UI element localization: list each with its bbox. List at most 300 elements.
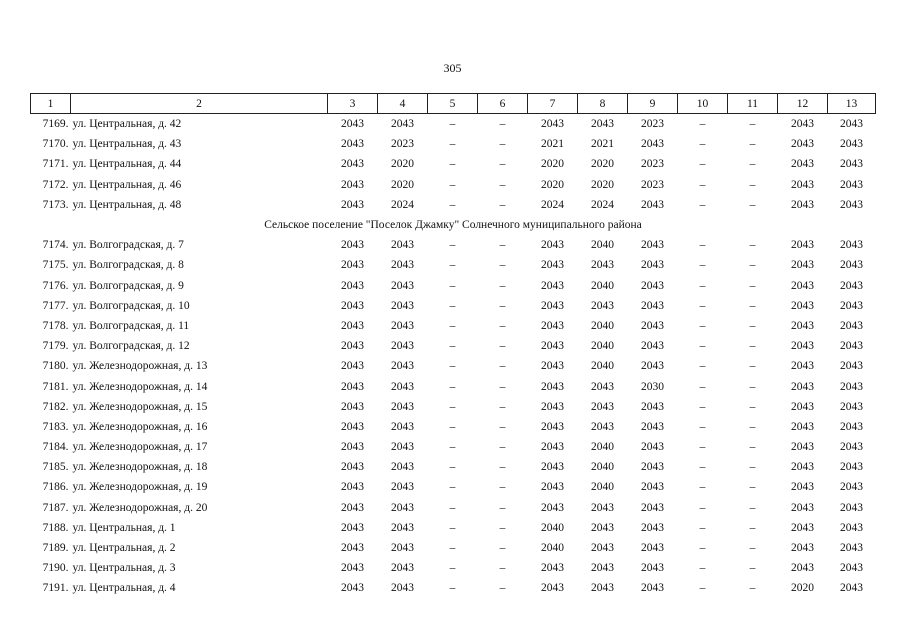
year-cell-col-3: 2043	[341, 299, 364, 312]
year-cell-col-6: –	[499, 542, 506, 555]
year-cell-col-10: –	[699, 340, 706, 353]
table-row	[31, 457, 876, 477]
year-cell-col-10: –	[699, 582, 706, 595]
year-cell-col-12: 2043	[791, 360, 814, 373]
year-cell-col-12: 2043	[791, 259, 814, 272]
address-cell: ул. Волгоградская, д. 11	[72, 319, 190, 332]
year-cell-col-7: 2043	[541, 279, 564, 292]
table-row	[31, 437, 876, 457]
year-cell-col-10: –	[699, 542, 706, 555]
year-cell-col-8: 2024	[591, 198, 614, 211]
year-cell-col-9: 2043	[641, 461, 664, 474]
year-cell-col-9: 2043	[641, 340, 664, 353]
year-cell-col-10: –	[699, 380, 706, 393]
year-cell-col-12: 2043	[791, 420, 814, 433]
address-cell: ул. Железнодорожная, д. 19	[72, 481, 208, 494]
table-row	[31, 195, 876, 215]
year-cell-col-9: 2043	[641, 562, 664, 575]
year-cell-col-4: 2043	[391, 400, 414, 413]
year-cell-col-9: 2043	[641, 259, 664, 272]
year-cell-col-7: 2043	[541, 582, 564, 595]
row-number: 7189.	[42, 542, 69, 555]
year-cell-col-7: 2043	[541, 461, 564, 474]
year-cell-col-13: 2043	[840, 158, 863, 171]
year-cell-col-5: –	[449, 582, 456, 595]
year-cell-col-13: 2043	[840, 279, 863, 292]
year-cell-col-5: –	[449, 420, 456, 433]
year-cell-col-9: 2023	[641, 178, 664, 191]
year-cell-col-12: 2043	[791, 521, 814, 534]
row-number: 7178.	[42, 319, 69, 332]
address-cell: ул. Центральная, д. 4	[72, 582, 176, 595]
year-cell-col-11: –	[749, 501, 756, 514]
year-cell-col-12: 2043	[791, 279, 814, 292]
year-cell-col-11: –	[749, 279, 756, 292]
row-number: 7186.	[42, 481, 69, 494]
table-row	[31, 255, 876, 275]
address-cell: ул. Волгоградская, д. 7	[72, 239, 184, 252]
column-header: 5	[428, 94, 478, 114]
year-cell-col-13: 2043	[840, 542, 863, 555]
year-cell-col-3: 2043	[341, 340, 364, 353]
year-cell-col-6: –	[499, 562, 506, 575]
year-cell-col-12: 2043	[791, 542, 814, 555]
year-cell-col-3: 2043	[341, 521, 364, 534]
row-number: 7183.	[42, 420, 69, 433]
year-cell-col-6: –	[499, 400, 506, 413]
address-cell: ул. Центральная, д. 48	[72, 198, 182, 211]
year-cell-col-5: –	[449, 319, 456, 332]
column-header: 9	[628, 94, 678, 114]
table-row	[31, 578, 876, 598]
year-cell-col-11: –	[749, 239, 756, 252]
year-cell-col-3: 2043	[341, 461, 364, 474]
year-cell-col-7: 2043	[541, 340, 564, 353]
table-row	[31, 477, 876, 497]
year-cell-col-13: 2043	[840, 360, 863, 373]
year-cell-col-6: –	[499, 319, 506, 332]
table-row	[31, 356, 876, 376]
year-cell-col-9: 2043	[641, 481, 664, 494]
table-row	[31, 296, 876, 316]
table-row	[31, 558, 876, 578]
year-cell-col-8: 2040	[591, 360, 614, 373]
year-cell-col-13: 2043	[840, 138, 863, 151]
year-cell-col-10: –	[699, 158, 706, 171]
year-cell-col-13: 2043	[840, 259, 863, 272]
year-cell-col-6: –	[499, 380, 506, 393]
address-cell: ул. Железнодорожная, д. 13	[72, 360, 208, 373]
table-row	[31, 376, 876, 396]
address-cell: ул. Центральная, д. 1	[72, 521, 176, 534]
year-cell-col-5: –	[449, 239, 456, 252]
year-cell-col-6: –	[499, 299, 506, 312]
year-cell-col-3: 2043	[341, 279, 364, 292]
year-cell-col-3: 2043	[341, 481, 364, 494]
column-header: 11	[728, 94, 778, 114]
year-cell-col-4: 2043	[391, 380, 414, 393]
year-cell-col-11: –	[749, 542, 756, 555]
column-header: 2	[71, 94, 328, 114]
address-cell: ул. Волгоградская, д. 10	[72, 299, 190, 312]
year-cell-col-6: –	[499, 461, 506, 474]
row-number: 7182.	[42, 400, 69, 413]
page-number: 305	[443, 61, 462, 75]
row-number: 7176.	[42, 279, 69, 292]
year-cell-col-11: –	[749, 461, 756, 474]
year-cell-col-10: –	[699, 178, 706, 191]
year-cell-col-3: 2043	[341, 178, 364, 191]
table-row	[31, 397, 876, 417]
section-heading: Сельское поселение "Поселок Джамку" Солнечного муниципального района	[264, 219, 642, 232]
table-row	[31, 417, 876, 437]
year-cell-col-11: –	[749, 400, 756, 413]
year-cell-col-4: 2043	[391, 542, 414, 555]
row-number: 7169.	[42, 118, 69, 131]
year-cell-col-4: 2043	[391, 239, 414, 252]
year-cell-col-4: 2043	[391, 582, 414, 595]
year-cell-col-13: 2043	[840, 461, 863, 474]
year-cell-col-11: –	[749, 562, 756, 575]
year-cell-col-5: –	[449, 118, 456, 131]
year-cell-col-6: –	[499, 501, 506, 514]
year-cell-col-13: 2043	[840, 562, 863, 575]
year-cell-col-5: –	[449, 441, 456, 454]
year-cell-col-13: 2043	[840, 319, 863, 332]
year-cell-col-10: –	[699, 400, 706, 413]
year-cell-col-4: 2023	[391, 138, 414, 151]
year-cell-col-6: –	[499, 138, 506, 151]
table-row	[31, 276, 876, 296]
column-header: 3	[328, 94, 378, 114]
row-number: 7181.	[42, 380, 69, 393]
year-cell-col-9: 2043	[641, 239, 664, 252]
column-header: 13	[828, 94, 876, 114]
column-header: 6	[478, 94, 528, 114]
year-cell-col-8: 2043	[591, 521, 614, 534]
year-cell-col-4: 2020	[391, 178, 414, 191]
year-cell-col-10: –	[699, 299, 706, 312]
year-cell-col-7: 2043	[541, 319, 564, 332]
year-cell-col-9: 2043	[641, 521, 664, 534]
year-cell-col-6: –	[499, 279, 506, 292]
address-cell: ул. Центральная, д. 42	[72, 118, 182, 131]
year-cell-col-11: –	[749, 521, 756, 534]
address-cell: ул. Волгоградская, д. 9	[72, 279, 184, 292]
row-number: 7172.	[42, 178, 69, 191]
year-cell-col-4: 2043	[391, 259, 414, 272]
row-number: 7191.	[42, 582, 69, 595]
year-cell-col-11: –	[749, 259, 756, 272]
column-header: 8	[578, 94, 628, 114]
year-cell-col-5: –	[449, 360, 456, 373]
year-cell-col-9: 2043	[641, 360, 664, 373]
year-cell-col-9: 2043	[641, 138, 664, 151]
year-cell-col-9: 2023	[641, 118, 664, 131]
year-cell-col-11: –	[749, 481, 756, 494]
year-cell-col-7: 2021	[541, 138, 564, 151]
year-cell-col-11: –	[749, 138, 756, 151]
year-cell-col-3: 2043	[341, 501, 364, 514]
year-cell-col-5: –	[449, 138, 456, 151]
row-number: 7184.	[42, 441, 69, 454]
year-cell-col-12: 2020	[791, 582, 814, 595]
year-cell-col-5: –	[449, 279, 456, 292]
table-row	[31, 114, 876, 135]
year-cell-col-4: 2043	[391, 340, 414, 353]
year-cell-col-8: 2043	[591, 400, 614, 413]
year-cell-col-10: –	[699, 481, 706, 494]
year-cell-col-9: 2023	[641, 158, 664, 171]
address-cell: ул. Железнодорожная, д. 15	[72, 400, 208, 413]
year-cell-col-7: 2043	[541, 562, 564, 575]
row-number: 7190.	[42, 562, 69, 575]
year-cell-col-11: –	[749, 299, 756, 312]
year-cell-col-7: 2043	[541, 259, 564, 272]
year-cell-col-4: 2043	[391, 319, 414, 332]
address-cell: ул. Железнодорожная, д. 14	[72, 380, 208, 393]
year-cell-col-6: –	[499, 178, 506, 191]
year-cell-col-8: 2043	[591, 501, 614, 514]
year-cell-col-3: 2043	[341, 562, 364, 575]
year-cell-col-6: –	[499, 118, 506, 131]
row-number: 7179.	[42, 340, 69, 353]
year-cell-col-6: –	[499, 521, 506, 534]
column-header: 4	[378, 94, 428, 114]
year-cell-col-9: 2043	[641, 501, 664, 514]
row-number: 7173.	[42, 198, 69, 211]
year-cell-col-4: 2043	[391, 299, 414, 312]
year-cell-col-4: 2043	[391, 360, 414, 373]
row-number: 7177.	[42, 299, 69, 312]
year-cell-col-12: 2043	[791, 340, 814, 353]
year-cell-col-6: –	[499, 239, 506, 252]
year-cell-col-5: –	[449, 562, 456, 575]
register-table	[30, 93, 876, 599]
year-cell-col-10: –	[699, 562, 706, 575]
year-cell-col-8: 2020	[591, 178, 614, 191]
year-cell-col-8: 2043	[591, 118, 614, 131]
year-cell-col-13: 2043	[840, 420, 863, 433]
year-cell-col-7: 2043	[541, 420, 564, 433]
year-cell-col-11: –	[749, 340, 756, 353]
address-cell: ул. Центральная, д. 2	[72, 542, 176, 555]
year-cell-col-12: 2043	[791, 138, 814, 151]
year-cell-col-5: –	[449, 178, 456, 191]
year-cell-col-5: –	[449, 340, 456, 353]
year-cell-col-8: 2043	[591, 562, 614, 575]
year-cell-col-11: –	[749, 158, 756, 171]
table-body	[31, 114, 876, 599]
year-cell-col-8: 2040	[591, 319, 614, 332]
year-cell-col-5: –	[449, 380, 456, 393]
year-cell-col-9: 2043	[641, 299, 664, 312]
year-cell-col-7: 2043	[541, 481, 564, 494]
table-row	[31, 154, 876, 174]
year-cell-col-11: –	[749, 360, 756, 373]
year-cell-col-12: 2043	[791, 400, 814, 413]
year-cell-col-8: 2040	[591, 279, 614, 292]
year-cell-col-13: 2043	[840, 380, 863, 393]
year-cell-col-4: 2043	[391, 441, 414, 454]
year-cell-col-4: 2024	[391, 198, 414, 211]
year-cell-col-5: –	[449, 521, 456, 534]
year-cell-col-12: 2043	[791, 178, 814, 191]
year-cell-col-5: –	[449, 542, 456, 555]
year-cell-col-6: –	[499, 481, 506, 494]
year-cell-col-10: –	[699, 198, 706, 211]
row-number: 7187.	[42, 501, 69, 514]
year-cell-col-11: –	[749, 118, 756, 131]
year-cell-col-8: 2040	[591, 239, 614, 252]
year-cell-col-4: 2043	[391, 461, 414, 474]
year-cell-col-3: 2043	[341, 118, 364, 131]
year-cell-col-6: –	[499, 441, 506, 454]
year-cell-col-5: –	[449, 158, 456, 171]
table-row	[31, 175, 876, 195]
column-header: 7	[528, 94, 578, 114]
year-cell-col-3: 2043	[341, 138, 364, 151]
year-cell-col-6: –	[499, 259, 506, 272]
year-cell-col-4: 2043	[391, 279, 414, 292]
year-cell-col-6: –	[499, 360, 506, 373]
row-number: 7171.	[42, 158, 69, 171]
year-cell-col-12: 2043	[791, 299, 814, 312]
year-cell-col-3: 2043	[341, 441, 364, 454]
year-cell-col-11: –	[749, 178, 756, 191]
year-cell-col-7: 2040	[541, 521, 564, 534]
year-cell-col-8: 2043	[591, 380, 614, 393]
table-row	[31, 336, 876, 356]
year-cell-col-9: 2043	[641, 319, 664, 332]
year-cell-col-3: 2043	[341, 239, 364, 252]
year-cell-col-5: –	[449, 259, 456, 272]
year-cell-col-11: –	[749, 441, 756, 454]
year-cell-col-8: 2043	[591, 259, 614, 272]
year-cell-col-10: –	[699, 239, 706, 252]
year-cell-col-9: 2043	[641, 542, 664, 555]
column-header: 10	[678, 94, 728, 114]
year-cell-col-10: –	[699, 319, 706, 332]
year-cell-col-9: 2043	[641, 582, 664, 595]
year-cell-col-9: 2043	[641, 279, 664, 292]
address-cell: ул. Центральная, д. 3	[72, 562, 176, 575]
year-cell-col-13: 2043	[840, 299, 863, 312]
year-cell-col-11: –	[749, 582, 756, 595]
year-cell-col-7: 2020	[541, 178, 564, 191]
year-cell-col-12: 2043	[791, 319, 814, 332]
year-cell-col-7: 2043	[541, 239, 564, 252]
year-cell-col-8: 2043	[591, 299, 614, 312]
year-cell-col-8: 2021	[591, 138, 614, 151]
year-cell-col-12: 2043	[791, 198, 814, 211]
year-cell-col-13: 2043	[840, 198, 863, 211]
year-cell-col-12: 2043	[791, 380, 814, 393]
year-cell-col-11: –	[749, 319, 756, 332]
address-cell: ул. Железнодорожная, д. 20	[72, 501, 208, 514]
year-cell-col-7: 2024	[541, 198, 564, 211]
year-cell-col-3: 2043	[341, 582, 364, 595]
year-cell-col-4: 2043	[391, 481, 414, 494]
year-cell-col-4: 2043	[391, 118, 414, 131]
year-cell-col-6: –	[499, 420, 506, 433]
address-cell: ул. Центральная, д. 46	[72, 178, 182, 191]
table-row	[31, 235, 876, 255]
year-cell-col-6: –	[499, 582, 506, 595]
year-cell-col-3: 2043	[341, 420, 364, 433]
section-heading-row	[31, 215, 876, 235]
row-number: 7185.	[42, 461, 69, 474]
table-row	[31, 316, 876, 336]
table-row	[31, 134, 876, 154]
row-number: 7188.	[42, 521, 69, 534]
year-cell-col-9: 2043	[641, 198, 664, 211]
year-cell-col-10: –	[699, 461, 706, 474]
year-cell-col-8: 2043	[591, 420, 614, 433]
year-cell-col-12: 2043	[791, 158, 814, 171]
column-header: 1	[31, 94, 71, 114]
year-cell-col-7: 2043	[541, 360, 564, 373]
year-cell-col-8: 2040	[591, 461, 614, 474]
year-cell-col-10: –	[699, 501, 706, 514]
year-cell-col-5: –	[449, 400, 456, 413]
year-cell-col-10: –	[699, 441, 706, 454]
year-cell-col-8: 2020	[591, 158, 614, 171]
year-cell-col-9: 2043	[641, 420, 664, 433]
year-cell-col-10: –	[699, 138, 706, 151]
year-cell-col-4: 2043	[391, 501, 414, 514]
year-cell-col-13: 2043	[840, 178, 863, 191]
year-cell-col-3: 2043	[341, 360, 364, 373]
year-cell-col-11: –	[749, 380, 756, 393]
year-cell-col-10: –	[699, 521, 706, 534]
year-cell-col-12: 2043	[791, 441, 814, 454]
year-cell-col-13: 2043	[840, 441, 863, 454]
year-cell-col-13: 2043	[840, 118, 863, 131]
year-cell-col-12: 2043	[791, 501, 814, 514]
row-number: 7180.	[42, 360, 69, 373]
year-cell-col-9: 2030	[641, 380, 664, 393]
column-number-header-row	[31, 94, 876, 114]
row-number: 7175.	[42, 259, 69, 272]
year-cell-col-10: –	[699, 420, 706, 433]
address-cell: ул. Железнодорожная, д. 18	[72, 461, 208, 474]
year-cell-col-5: –	[449, 198, 456, 211]
row-number: 7170.	[42, 138, 69, 151]
year-cell-col-12: 2043	[791, 118, 814, 131]
year-cell-col-3: 2043	[341, 259, 364, 272]
year-cell-col-5: –	[449, 501, 456, 514]
year-cell-col-7: 2043	[541, 400, 564, 413]
year-cell-col-12: 2043	[791, 562, 814, 575]
year-cell-col-10: –	[699, 360, 706, 373]
year-cell-col-13: 2043	[840, 481, 863, 494]
year-cell-col-3: 2043	[341, 380, 364, 393]
year-cell-col-6: –	[499, 198, 506, 211]
year-cell-col-12: 2043	[791, 239, 814, 252]
year-cell-col-8: 2040	[591, 441, 614, 454]
year-cell-col-5: –	[449, 299, 456, 312]
year-cell-col-3: 2043	[341, 158, 364, 171]
year-cell-col-9: 2043	[641, 441, 664, 454]
year-cell-col-11: –	[749, 420, 756, 433]
table-row	[31, 498, 876, 518]
year-cell-col-7: 2043	[541, 118, 564, 131]
year-cell-col-12: 2043	[791, 481, 814, 494]
table-row	[31, 538, 876, 558]
year-cell-col-6: –	[499, 158, 506, 171]
year-cell-col-4: 2043	[391, 521, 414, 534]
